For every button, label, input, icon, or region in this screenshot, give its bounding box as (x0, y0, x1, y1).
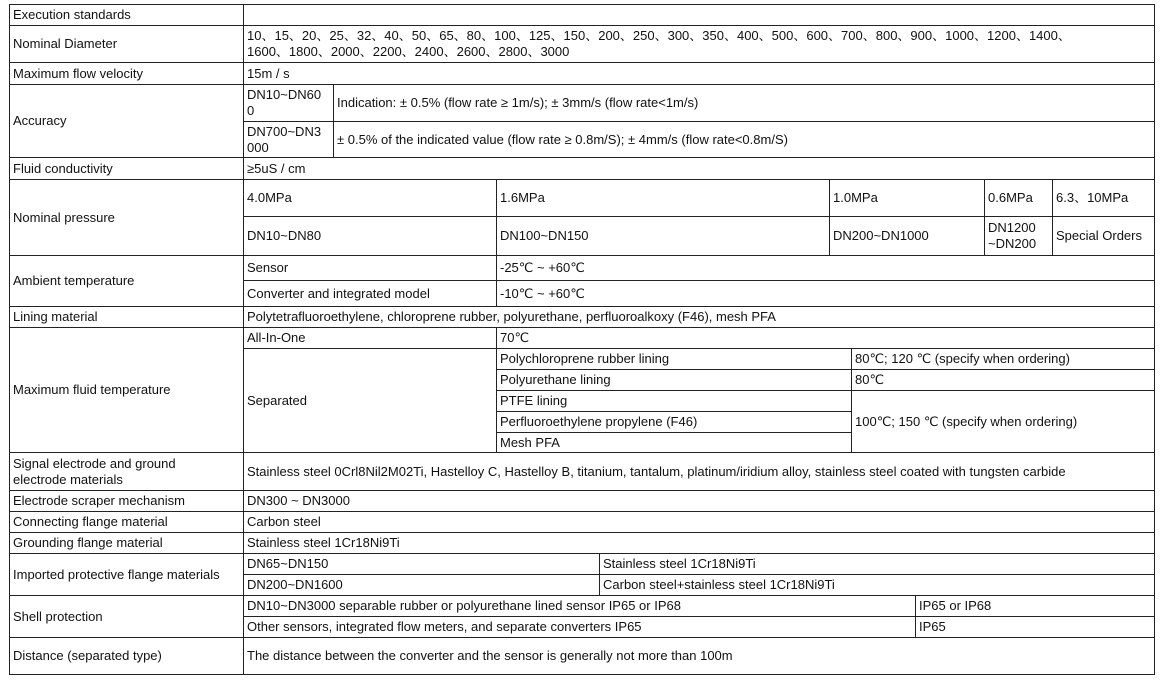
imported-flange-range-2: DN200~DN1600 (243, 574, 600, 596)
pressure-4-0: 4.0MPa (243, 179, 497, 217)
ambient-converter-label: Converter and integrated model (243, 280, 497, 307)
nominal-diameter-line-1: 10、15、20、25、32、40、50、65、80、100、125、150、200、250、300、350、400、500、600、700、800、900、1000、1200、1400、 (247, 28, 1071, 43)
execution-standards-label: Execution standards (9, 4, 244, 26)
pressure-special-orders: Special Orders (1052, 216, 1155, 256)
accuracy-text-a: Indication: ± 0.5% (flow rate ≥ 1m/s); ± 3mm/s (flow rate<1m/s) (333, 84, 1155, 122)
lining-chloroprene-value: 80℃; 120 ℃ (specify when ordering) (851, 348, 1155, 370)
fluid-conductivity-label: Fluid conductivity (9, 157, 244, 180)
nominal-diameter-label: Nominal Diameter (9, 25, 244, 63)
pressure-0-6: 0.6MPa (984, 179, 1053, 217)
lining-ptfe: PTFE lining (496, 390, 852, 412)
accuracy-range-a: DN10~DN60 0 (243, 84, 334, 122)
ambient-temperature-label: Ambient temperature (9, 255, 244, 307)
max-flow-velocity-value: 15m / s (243, 62, 1155, 85)
imported-flange-range-1: DN65~DN150 (243, 553, 600, 575)
shell-protection-value-1: IP65 or IP68 (915, 595, 1155, 617)
imported-flange-label: Imported protective flange materials (9, 553, 244, 596)
shell-protection-text-2: Other sensors, integrated flow meters, and separate converters IP65 (243, 616, 916, 638)
distance-label: Distance (separated type) (9, 637, 244, 675)
imported-flange-value-2: Carbon steel+stainless steel 1Cr18Ni9Ti (599, 574, 1155, 596)
lining-chloroprene: Polychloroprene rubber lining (496, 348, 852, 370)
lining-polyurethane: Polyurethane lining (496, 369, 852, 391)
shell-protection-label: Shell protection (9, 595, 244, 638)
accuracy-range-b: DN700~DN3 000 (243, 121, 334, 158)
fluid-conductivity-value: ≥5uS / cm (243, 157, 1155, 180)
grounding-flange-value: Stainless steel 1Cr18Ni9Ti (243, 532, 1155, 554)
execution-standards-value (243, 4, 1155, 26)
lining-mesh-pfa: Mesh PFA (496, 432, 852, 453)
all-in-one-value: 70℃ (496, 327, 1155, 349)
grounding-flange-label: Grounding flange material (9, 532, 244, 554)
pressure-dn-range-1: DN10~DN80 (243, 216, 497, 256)
connecting-flange-value: Carbon steel (243, 511, 1155, 533)
accuracy-text-b: ± 0.5% of the indicated value (flow rate ≥ 0.8m/S); ± 4mm/s (flow rate<0.8m/S) (333, 121, 1155, 158)
lining-material-value: Polytetrafluoroethylene, chloroprene rubber, polyurethane, perfluoroalkoxy (F46), mesh PFA (243, 306, 1155, 328)
scraper-label: Electrode scraper mechanism (9, 490, 244, 512)
ambient-sensor-label: Sensor (243, 255, 497, 281)
nominal-diameter-value (243, 25, 1155, 63)
separated-label: Separated (243, 348, 497, 453)
pressure-dn-range-2: DN100~DN150 (496, 216, 830, 256)
all-in-one-label: All-In-One (243, 327, 497, 349)
max-flow-velocity-label: Maximum flow velocity (9, 62, 244, 85)
lining-material-label: Lining material (9, 306, 244, 328)
max-fluid-temperature-label: Maximum fluid temperature (9, 327, 244, 453)
pressure-1-0: 1.0MPa (829, 179, 985, 217)
signal-electrode-value: Stainless steel 0Crl8Nil2M02Ti, Hastelloy C, Hastelloy B, titanium, tantalum, platinum/iridium alloy, stainless steel coated with tungsten carbide (243, 452, 1155, 491)
pressure-dn-range-4: DN1200 ~DN200 (984, 216, 1053, 256)
signal-electrode-label: Signal electrode and ground electrode materials (9, 452, 244, 491)
imported-flange-value-1: Stainless steel 1Cr18Ni9Ti (599, 553, 1155, 575)
distance-value: The distance between the converter and the sensor is generally not more than 100m (243, 637, 1155, 675)
shell-protection-value-2: IP65 (915, 616, 1155, 638)
lining-f46: Perfluoroethylene propylene (F46) (496, 411, 852, 433)
nominal-pressure-label: Nominal pressure (9, 179, 244, 256)
ambient-converter-value: -10℃ ~ +60℃ (496, 280, 1155, 307)
nominal-diameter-line-2: 1600、1800、2000、2200、2400、2600、2800、3000 (247, 44, 570, 59)
lining-polyurethane-value: 80℃ (851, 369, 1155, 391)
pressure-1-6: 1.6MPa (496, 179, 830, 217)
accuracy-label: Accuracy (9, 84, 244, 158)
ambient-sensor-value: -25℃ ~ +60℃ (496, 255, 1155, 281)
shell-protection-text-1: DN10~DN3000 separable rubber or polyurethane lined sensor IP65 or IP68 (243, 595, 916, 617)
pressure-6-3-10: 6.3、10MPa (1052, 179, 1155, 217)
scraper-value: DN300 ~ DN3000 (243, 490, 1155, 512)
pressure-dn-range-3: DN200~DN1000 (829, 216, 985, 256)
connecting-flange-label: Connecting flange material (9, 511, 244, 533)
lining-ptfe-f46-pfa-value: 100℃; 150 ℃ (specify when ordering) (851, 390, 1155, 453)
